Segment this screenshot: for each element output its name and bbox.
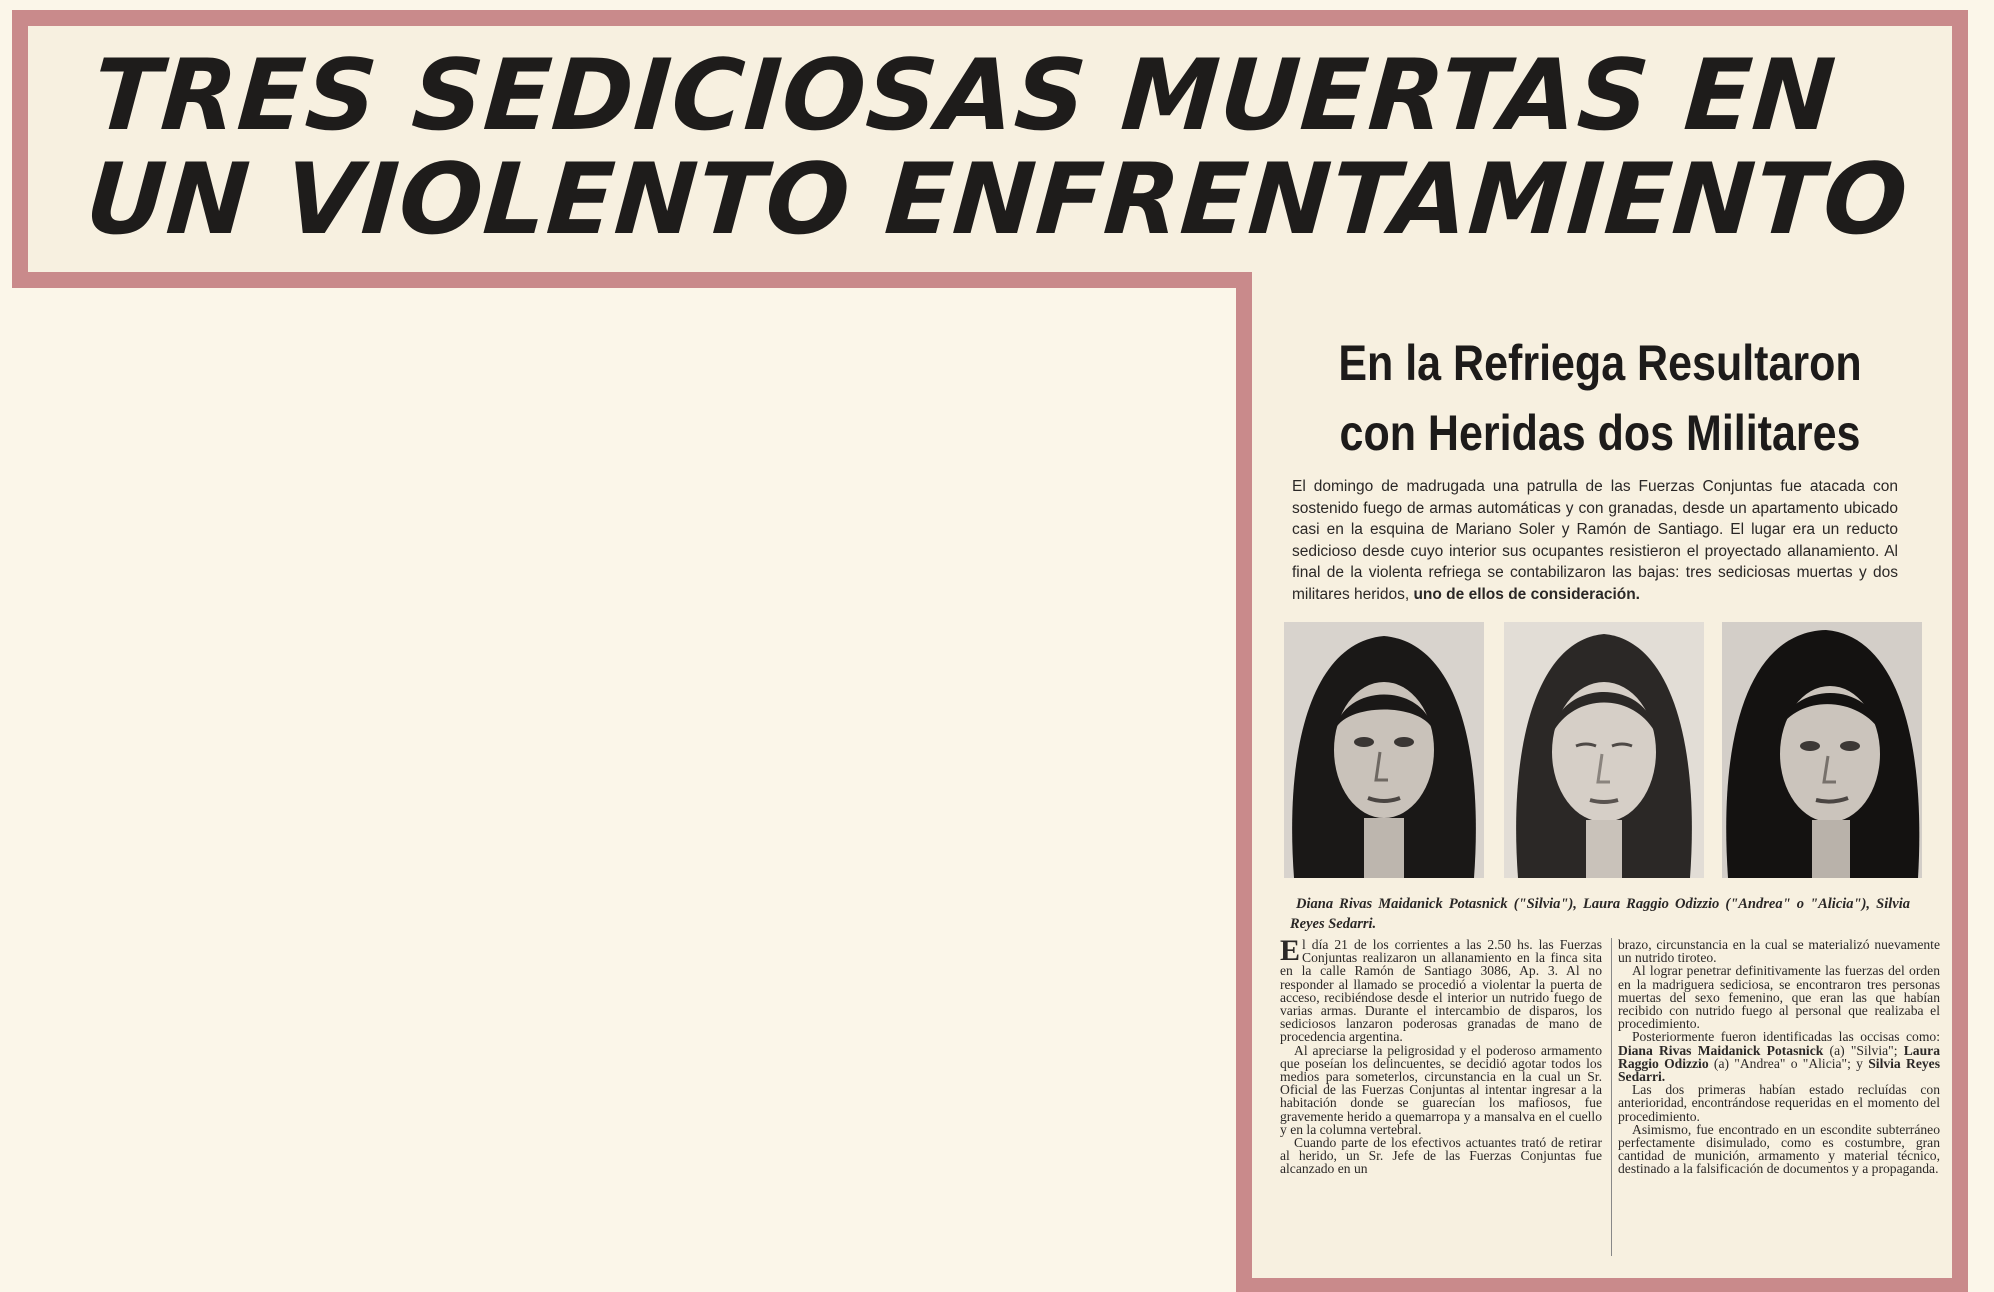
subheadline-line-1: En la Refriega Resultaron	[1338, 335, 1862, 391]
article-column-1	[1280, 934, 1602, 1177]
headline-line-1: TRES SEDICIOSAS MUERTAS EN	[89, 39, 1840, 153]
headline-line-2: UN VIOLENTO ENFRENTAMIENTO	[82, 143, 1912, 257]
article-paragraph: Al lograr penetrar definitivamente las fuerzas del orden en la madriguera sediciosa, se encontraron tres personas muertas del sexo femenino, que eran las que habían recibido con nutrido fuego al personal que realizaba el procedimiento.	[1618, 963, 1940, 1032]
photo-caption: Diana Rivas Maidanick Potasnick ("Silvia"), Laura Raggio Odizzio ("Andrea" o "Alicia"), Silvia Reyes Sedarri.	[1290, 896, 1910, 932]
portrait-photo	[1504, 622, 1704, 878]
portrait-photo	[1284, 622, 1484, 878]
subheadline-line-2: con Heridas dos Militares	[1339, 405, 1861, 461]
article-column-2	[1618, 938, 1940, 1176]
article-paragraph: Al apreciarse la peligrosidad y el poderoso armamento que poseían los delincuentes, se decidió agotar todos los medios para someterlos, circunstancia en la cual un Sr. Oficial de las Fuerzas Conjuntas al intentar ingresar a la habitación donde se guarecían los mafiosos, fue gravemente herido a quemarropa y a mansalva en el cuello y en la columna vertebral.	[1280, 1042, 1602, 1137]
drop-cap: E	[1280, 934, 1301, 967]
victim-name: Silvia Reyes Sedarri.	[1618, 1055, 1940, 1085]
subheadline	[1325, 328, 1875, 468]
portrait-photo	[1722, 622, 1922, 878]
article-paragraph: brazo, circunstancia en la cual se materializó nuevamente un nutrido tiroteo.	[1618, 937, 1940, 966]
victim-name: Laura Raggio Odizzio	[1618, 1042, 1940, 1071]
article-paragraph: Asimismo, fue encontrado en un escondite subterráneo perfectamente disimulado, como es costumbre, gran cantidad de munición, armamento y material técnico, destinado a la falsificación de documentos y a propaganda.	[1618, 1121, 1940, 1177]
article-paragraph: El día 21 de los corrientes a las 2.50 hs. las Fuerzas Conjuntas realizaron un allanamiento en la finca sita en la calle Ramón de Santiago 3086, Ap. 3. Al no responder al llamado se procedió a violentar la puerta de acceso, recibiéndose desde el interior un nutrido fuego de varias armas. Durante el intercambio de disparos, los sediciosos lanzaron poderosas granadas de mano de procedencia argentina.	[1280, 934, 1602, 1045]
article-body	[1280, 934, 1940, 1258]
article-paragraph: Las dos primeras habían estado recluídas con anterioridad, encontrándose requeridas en el momento del procedimiento.	[1618, 1082, 1940, 1124]
portrait-row	[1282, 622, 1932, 880]
column-divider	[1611, 938, 1612, 1256]
victim-name: Diana Rivas Maidanick Potasnick	[1618, 1042, 1824, 1058]
headline	[82, 39, 1918, 257]
lead-text: El domingo de madrugada una patrulla de las Fuerzas Conjuntas fue atacada con sostenido fuego de armas automáticas y con granadas, desde un apartamento ubicado casi en la esquina de Mariano Soler y Ramón de Santiago. El lugar era un reducto sedicioso desde cuyo interior sus ocupantes resistieron el proyectado allanamiento. Al final de la violenta refriega se contabilizaron las bajas: tres sediciosas muertas y dos militares heridos,	[1292, 478, 1898, 603]
frame-bottom-rule	[12, 272, 1252, 288]
lead-text-bold: uno de ellos de consideración.	[1413, 585, 1640, 603]
article-paragraph: Posteriormente fueron identificadas las occisas como: Diana Rivas Maidanick Potasnick (a) "Silvia"; Laura Raggio Odizzio (a) "Andrea" o "Alicia"; y Silvia Reyes Sedarri.	[1618, 1029, 1940, 1085]
article-paragraph: Cuando parte de los efectivos actuantes trató de retirar al herido, un Sr. Jefe de las Fuerzas Conjuntas fue alcanzado en un	[1280, 1135, 1602, 1177]
lead-paragraph	[1292, 476, 1898, 605]
